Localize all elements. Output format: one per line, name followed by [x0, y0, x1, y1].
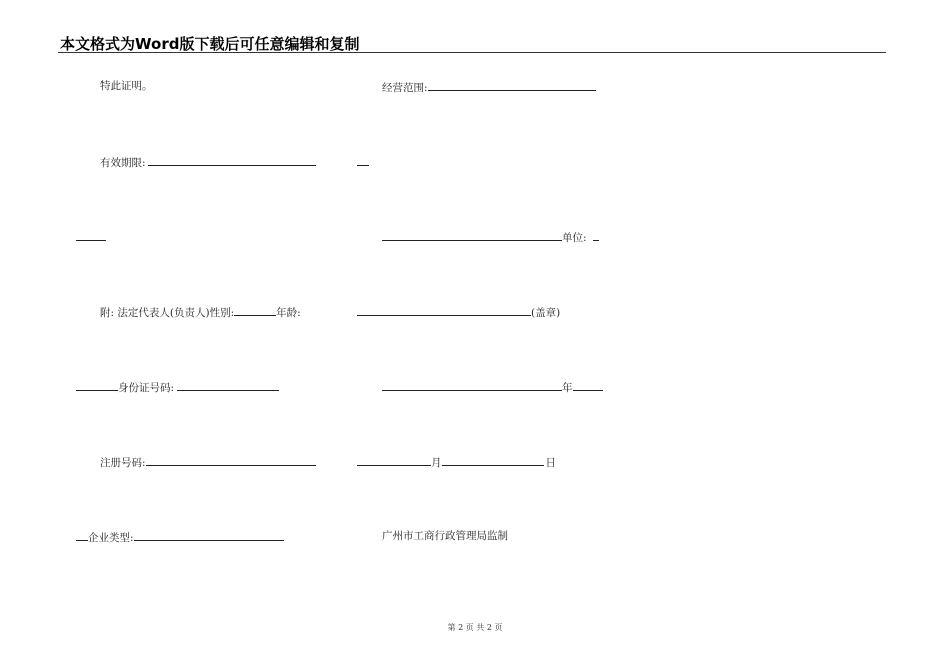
footer-page-word: 页 — [465, 623, 474, 632]
type-blank — [134, 529, 284, 541]
unit-lead-row — [76, 229, 106, 243]
reg-label: 注册号码: — [100, 457, 146, 469]
rep-label: 附: 法定代表人(负责人)性别: — [100, 307, 235, 319]
unit-blank — [382, 229, 562, 241]
id-row — [76, 379, 279, 393]
id-label: 身份证号码: — [118, 382, 175, 394]
validity-blank — [148, 154, 316, 166]
scope-blank — [428, 79, 596, 91]
year-label: 年 — [562, 382, 573, 394]
gender-blank — [234, 304, 276, 316]
unit-row — [382, 229, 599, 243]
unit-label: 单位: — [562, 232, 587, 244]
footer-total-pages: 2 — [486, 623, 492, 632]
seal-row — [357, 304, 560, 318]
page-footer — [0, 622, 950, 633]
validity-label: 有效期限: — [100, 157, 146, 169]
type-row — [76, 529, 284, 543]
seal-blank — [357, 304, 531, 316]
date-row — [357, 454, 556, 468]
footer-current-page: 2 — [458, 623, 464, 632]
unit-lead-blank — [76, 229, 106, 241]
type-lead-blank — [76, 529, 88, 541]
type-label: 企业类型: — [88, 532, 134, 544]
year-row — [382, 379, 603, 393]
certify-label: 特此证明。 — [100, 80, 153, 92]
header-rule — [58, 52, 886, 53]
rep-row — [100, 304, 301, 318]
scope-row — [382, 79, 596, 93]
age-label: 年龄: — [276, 307, 301, 319]
year-lead-blank — [382, 379, 562, 391]
unit-tail-blank — [593, 229, 599, 241]
age-blank — [76, 379, 118, 391]
reg-blank — [146, 454, 316, 466]
validity-extra-blank — [357, 154, 369, 166]
scope-label: 经营范围: — [382, 82, 428, 94]
validity-row — [100, 154, 316, 168]
footer-total-suffix: 页 — [494, 623, 503, 632]
issuer-text: 广州市工商行政管理局监制 — [382, 530, 508, 542]
year-tail-blank — [573, 379, 603, 391]
id-blank — [177, 379, 279, 391]
seal-label: (盖章) — [531, 307, 561, 319]
certify-text — [100, 79, 153, 93]
month-lead-blank — [357, 454, 431, 466]
header-title: 本文格式为Word版下载后可任意编辑和复制 — [60, 35, 360, 53]
month-label: 月 — [431, 457, 442, 469]
issuer-row — [382, 529, 508, 543]
day-lead-blank — [442, 454, 544, 466]
validity-extra-row — [357, 154, 369, 168]
footer-page-prefix: 第 — [447, 623, 456, 632]
day-label: 日 — [545, 457, 556, 469]
footer-total-prefix: 共 — [476, 623, 485, 632]
reg-row — [100, 454, 316, 468]
